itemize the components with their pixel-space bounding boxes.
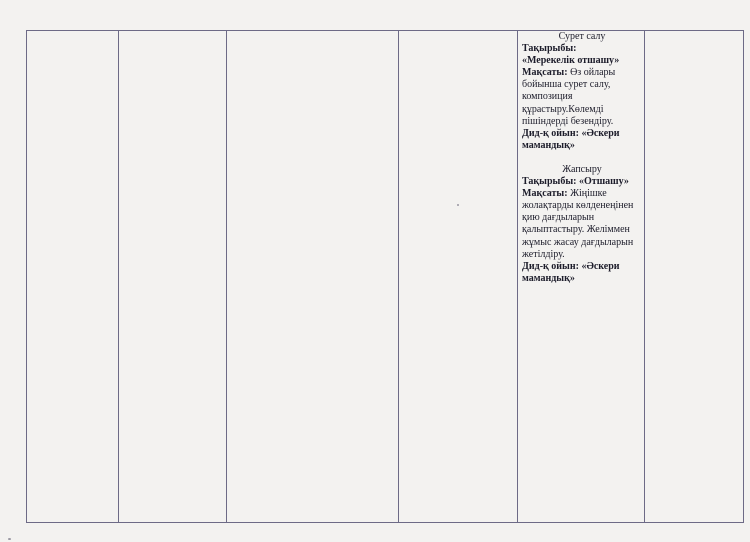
table-bottom-border: [26, 522, 744, 523]
drawing-goal-label: Мақсаты:: [522, 67, 568, 79]
drawing-game: Дид-қ ойын: «Әскери мамандық»: [522, 127, 620, 151]
applique-topic: Тақырыбы: «Отшашу»: [522, 176, 629, 188]
column-border-4: [398, 30, 399, 523]
applique-goal: [522, 188, 642, 261]
column-border-5: [517, 30, 518, 523]
column-border-6: [644, 30, 645, 523]
applique-game: Дид-қ ойын: «Әскери мамандық»: [522, 260, 620, 284]
scan-speck: [457, 204, 459, 206]
column-border-3: [226, 30, 227, 523]
column-border-1: [26, 30, 27, 523]
column-border-2: [118, 30, 119, 523]
drawing-goal-text: Өз ойлары бойынша сурет салу, композиция құрастыру.Көлемді пішіндерді безендіру.: [522, 67, 616, 127]
applique-heading: Жапсыру: [562, 163, 602, 175]
activity-cell: [522, 31, 642, 297]
column-border-7: [743, 30, 744, 523]
applique-goal-label: Мақсаты:: [522, 188, 568, 200]
drawing-topic: Тақырыбы: «Мерекелік отшашу»: [522, 43, 620, 67]
applique-goal-text: Жіңішке жолақтарды көлденеңінен қию дағдыларын қалыптастыру. Желіммен жұмыс жасау дағдыларын жетілдіру.: [522, 188, 634, 260]
drawing-heading: Сурет салу: [558, 31, 606, 42]
drawing-section: [522, 31, 642, 152]
applique-section: [522, 164, 642, 285]
scan-speck: [8, 538, 11, 540]
drawing-goal: [522, 67, 642, 127]
